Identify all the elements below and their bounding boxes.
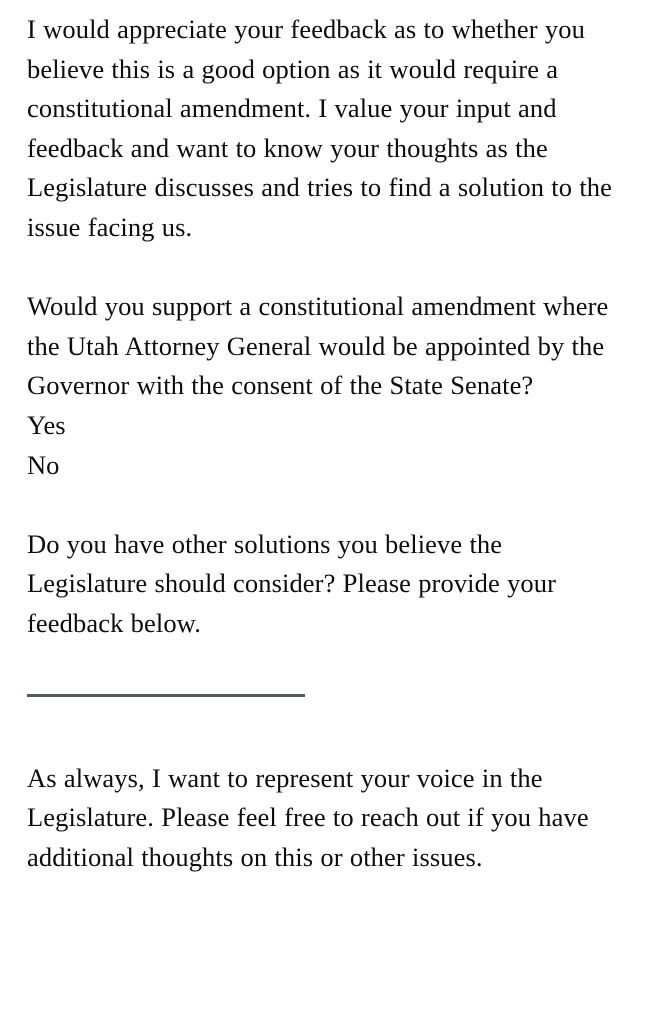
- answer-blank-line[interactable]: [27, 694, 305, 697]
- closing-paragraph: As always, I want to represent your voice in the Legislature. Please feel free to reach out if you have additional thoughts on this or other issues.: [27, 762, 589, 872]
- survey-option-no[interactable]: No: [27, 449, 60, 480]
- survey-question-other-solutions: Do you have other solutions you believe the Legislature should consider? Please provide your feedback below.: [27, 528, 557, 638]
- paragraph-feedback-request: I would appreciate your feedback as to whether you believe this is a good option as it would require a constitutional amendment. I value your input and feedback and want to know your thoughts as the Legislature discusses and tries to find a solution to the issue facing us.: [27, 14, 612, 242]
- write-in-answer-area[interactable]: [27, 694, 623, 734]
- survey-option-yes[interactable]: Yes: [27, 409, 66, 440]
- survey-question-amendment: Would you support a constitutional amendment where the Utah Attorney General would be appointed by the Governor with the consent of the State Senate?: [27, 291, 609, 401]
- document-body: [27, 10, 623, 877]
